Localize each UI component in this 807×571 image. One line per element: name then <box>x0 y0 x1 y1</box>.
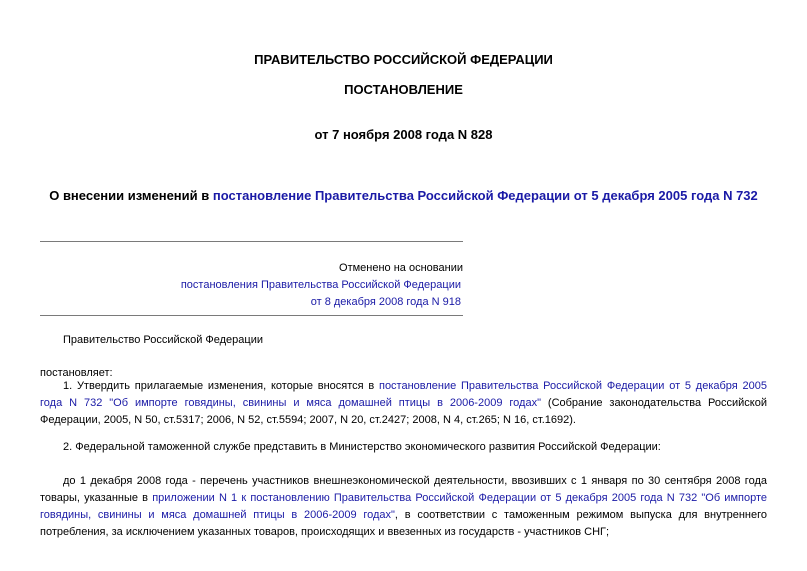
document-date-heading: от 7 ноября 2008 года N 828 <box>314 127 493 142</box>
paragraph-1-suffix: (Собрание законодательства Российской Федерации, 2005, N 50, ст.5317; 2006, N 52, ст.5594; 2007, N 20, ст.2427; 2008, N 4, ст.265; N 16, ст.1692). <box>40 397 767 426</box>
paragraph-3-prefix: до 1 декабря 2008 года - перечень участников внешнеэкономической деятельности, ввозивших с 1 января по 30 сентября 2008 года товары, указанные в <box>40 475 767 504</box>
divider-bottom <box>40 315 463 316</box>
paragraph-1-link[interactable]: постановление Правительства Российской Федерации от 5 декабря 2005 года N 732 "Об импорте говядины, свинины и мяса домашней птицы в 2006-2009 годах" <box>40 380 767 409</box>
document-title <box>40 187 767 204</box>
document-title-prefix: О внесении изменений в <box>49 188 213 203</box>
paragraph-3-suffix: , в соответствии с таможенным режимом выпуска для внутреннего потребления, за исключением указанных товаров, происходящих и ввезенных из государств - участников СНГ; <box>40 509 767 538</box>
divider-top <box>40 241 463 242</box>
paragraph-2: 2. Федеральной таможенной службе представить в Министерство экономического развития Российской Федерации: <box>63 441 661 453</box>
government-heading: ПРАВИТЕЛЬСТВО РОССИЙСКОЙ ФЕДЕРАЦИИ <box>254 52 553 67</box>
paragraph-government: Правительство Российской Федерации <box>63 334 263 346</box>
document-type-heading: ПОСТАНОВЛЕНИЕ <box>344 82 463 97</box>
cancellation-line: Отменено на основании <box>339 262 463 274</box>
paragraph-3 <box>40 473 767 541</box>
cancellation-note <box>40 260 463 311</box>
paragraph-3-link[interactable]: приложении N 1 к постановлению Правительства Российской Федерации от 5 декабря 2005 года N 732 "Об импорте говядины, свинины и мяса домашней птицы в 2006-2009 годах" <box>40 492 767 521</box>
cancellation-link-line[interactable]: постановления Правительства Российской Федерации <box>180 279 461 291</box>
cancellation-link-date[interactable]: от 8 декабря 2008 года N 918 <box>310 296 461 308</box>
paragraph-decrees: постановляет: <box>40 367 113 379</box>
document-title-link[interactable]: постановление Правительства Российской Федерации от 5 декабря 2005 года N 732 <box>212 188 758 203</box>
paragraph-1 <box>40 378 767 429</box>
paragraph-1-prefix: 1. Утвердить прилагаемые изменения, которые вносятся в <box>63 380 379 392</box>
